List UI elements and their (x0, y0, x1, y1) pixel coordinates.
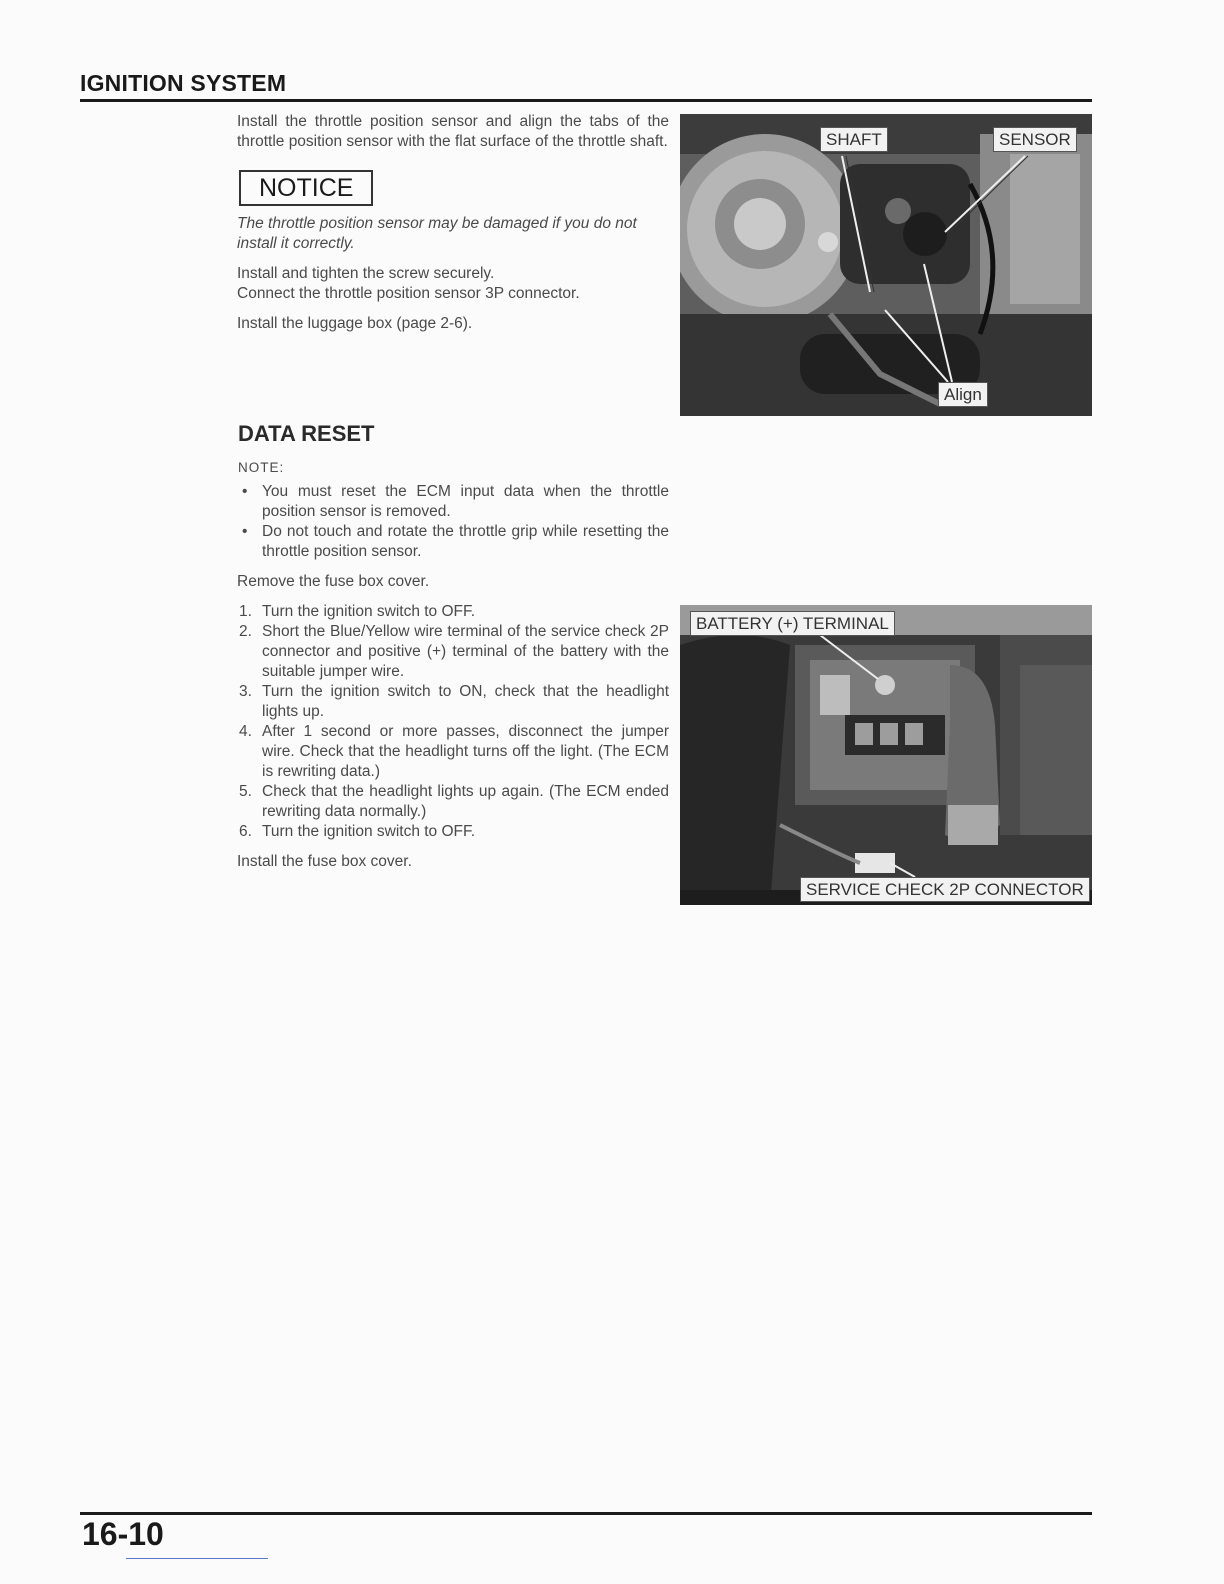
tighten-line-1: Install and tighten the screw securely. (237, 265, 495, 282)
note-item (237, 482, 669, 522)
reset-step (237, 682, 669, 722)
page-number: 16-10 (82, 1516, 164, 1552)
note-text: You must reset the ECM input data when the throttle position sensor is removed. (262, 483, 669, 520)
battery-connector-photo (680, 605, 1092, 905)
battery-terminal-label: BATTERY (+) TERMINAL (690, 611, 895, 636)
reset-step (237, 622, 669, 682)
shaft-label: SHAFT (820, 127, 888, 152)
reset-step (237, 782, 669, 822)
service-check-connector-label: SERVICE CHECK 2P CONNECTOR (800, 877, 1090, 902)
install-intro-text: Install the throttle position sensor and align the tabs of the throttle position sensor with the flat surface of the throttle shaft. (237, 113, 669, 150)
step-number: 4. (239, 723, 252, 740)
section-header-title: IGNITION SYSTEM (80, 70, 287, 96)
bullet-symbol: • (242, 523, 248, 540)
step-text: Turn the ignition switch to OFF. (262, 603, 476, 620)
note-text: Do not touch and rotate the throttle grip while resetting the throttle position sensor. (262, 523, 669, 560)
footer-rule (80, 1512, 1092, 1515)
header-rule (80, 99, 1092, 102)
notice-text: The throttle position sensor may be damaged if you do not install it correctly. (237, 215, 637, 252)
data-reset-instructions (237, 458, 669, 882)
step-text: Turn the ignition switch to OFF. (262, 823, 476, 840)
step-number: 1. (239, 603, 252, 620)
reset-step (237, 602, 669, 622)
data-reset-title: DATA RESET (238, 421, 375, 446)
luggage-text: Install the luggage box (page 2-6). (237, 315, 473, 332)
install-instructions (237, 112, 669, 344)
step-text: Check that the headlight lights up again. (The ECM ended rewriting data normally.) (262, 783, 669, 820)
install-cover-text: Install the fuse box cover. (237, 853, 412, 870)
sensor-label: SENSOR (993, 127, 1077, 152)
step-number: 6. (239, 823, 252, 840)
step-text: Short the Blue/Yellow wire terminal of the service check 2P connector and positive (+) terminal of the battery with the suitable jumper wire. (262, 623, 669, 680)
bullet-symbol: • (242, 483, 248, 500)
note-label: NOTE: (238, 460, 285, 475)
step-text: After 1 second or more passes, disconnect the jumper wire. Check that the headlight turns off the light. (The ECM is rewriting data.) (262, 723, 669, 780)
tighten-text (237, 264, 669, 304)
throttle-sensor-photo-image (680, 114, 1092, 416)
battery-connector-photo-image (680, 605, 1092, 905)
notice-label: NOTICE (239, 170, 373, 206)
reset-step (237, 722, 669, 782)
throttle-sensor-photo (680, 114, 1092, 416)
note-item (237, 522, 669, 562)
step-number: 2. (239, 623, 252, 640)
reset-step (237, 822, 669, 842)
step-number: 3. (239, 683, 252, 700)
note-list (237, 482, 669, 562)
tighten-line-2: Connect the throttle position sensor 3P connector. (237, 285, 580, 302)
step-number: 5. (239, 783, 252, 800)
remove-cover-text: Remove the fuse box cover. (237, 573, 430, 590)
step-text: Turn the ignition switch to ON, check that the headlight lights up. (262, 683, 669, 720)
reset-steps-list (237, 602, 669, 842)
align-label: Align (938, 382, 988, 407)
page-link-underline (126, 1558, 268, 1559)
